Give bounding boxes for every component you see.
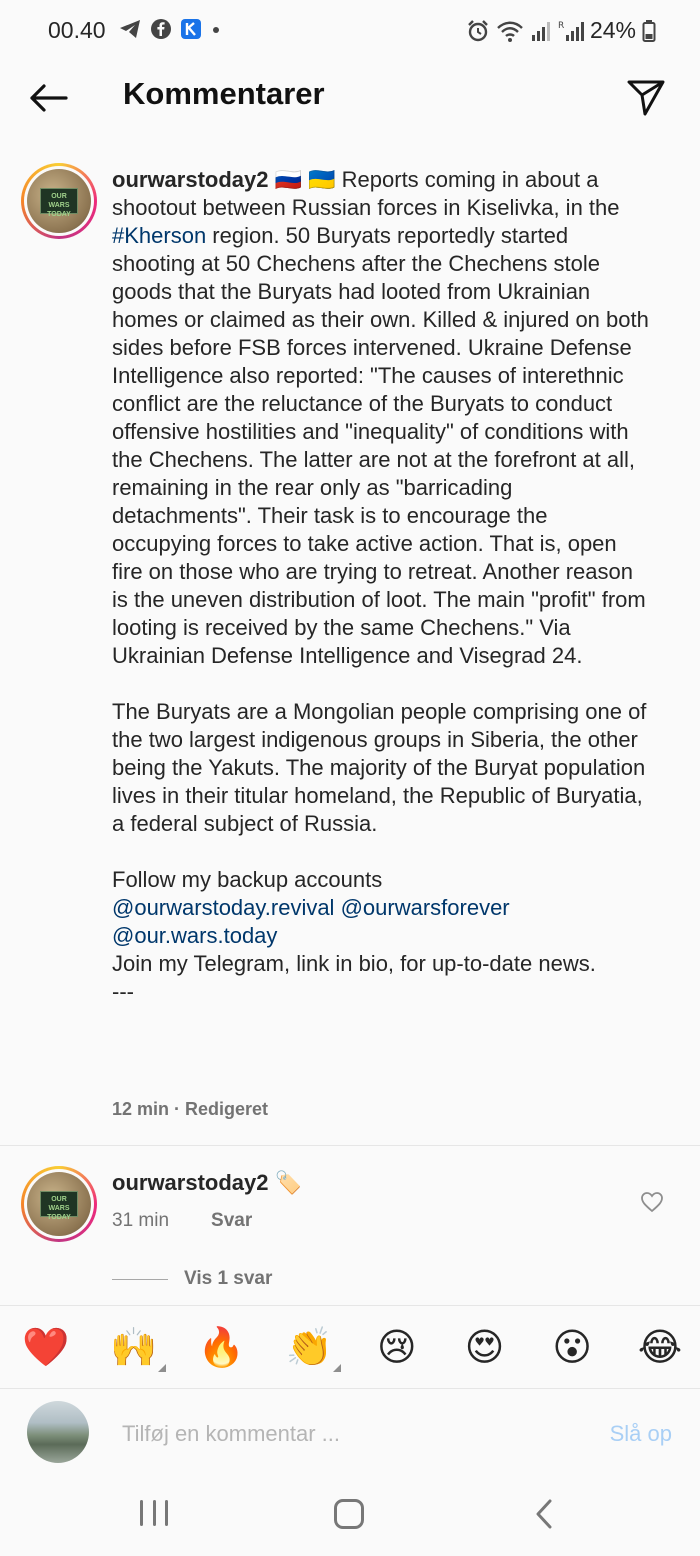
comment-avatar-logo: OUR WARS TODAY xyxy=(40,1191,78,1217)
emoji-crying[interactable]: 😢 xyxy=(377,1325,417,1369)
avatar-logo: OUR WARS TODAY xyxy=(40,188,78,214)
emoji-laughing[interactable]: 😂 xyxy=(637,1325,683,1369)
share-button[interactable] xyxy=(624,76,668,120)
wifi-icon xyxy=(496,19,524,43)
label-emoji-icon: 🏷️ xyxy=(274,1170,302,1196)
mention-link-2[interactable]: @ourwarsforever xyxy=(340,895,510,920)
emoji-fire[interactable]: 🔥 xyxy=(197,1324,246,1369)
post-caption xyxy=(112,166,652,1006)
caption-body-1: region. 50 Buryats reportedly started shooting at 50 Chechens after the Chechens stole goods that the Buryats had looted from Ukrainian homes or claimed as their own. Killed & injured on both sides before FSB forces intervened. Ukraine Defense Intelligence also reported: "The causes of interethnic conflict are the reluctance of the Buryats to conduct offensive hostilities and "inequality" of conditions with the Chechens. The latter are not at the forefront at all, remaining in the rear only as "barricading detachments". Their task is to encourage the occupying forces to take active action. That is, open fire on those who are trying to retreat. Another reason is the uneven distribution of loot. The main "profit" from looting is received by the same Chechens." Via Ukrainian Defense Intelligence and Visegrad 24. xyxy=(112,223,649,668)
emoji-clap-glyph: 👏 xyxy=(285,1324,333,1369)
header xyxy=(0,62,700,134)
status-bar xyxy=(0,0,700,62)
reply-button[interactable]: Svar xyxy=(211,1210,253,1231)
page-title: Kommentarer xyxy=(123,76,325,111)
emoji-surprised[interactable]: 😮 xyxy=(552,1325,593,1369)
status-right xyxy=(466,17,656,44)
skin-tone-corner-icon xyxy=(158,1364,166,1372)
emoji-raised-hands[interactable] xyxy=(106,1325,162,1370)
arrow-left-icon xyxy=(28,83,68,113)
home-button[interactable] xyxy=(334,1499,364,1529)
dot-icon xyxy=(210,18,222,40)
paper-plane-icon xyxy=(626,79,666,117)
recent-apps-button[interactable] xyxy=(140,1500,168,1528)
status-time: 00.40 xyxy=(48,17,106,43)
comment-input-row xyxy=(0,1389,700,1477)
mention-link-3[interactable]: @our.wars.today xyxy=(112,923,278,948)
nav-back-icon[interactable] xyxy=(532,1498,556,1530)
mention-link-1[interactable]: @ourwarstoday.revival xyxy=(112,895,335,920)
comment-time: 31 min xyxy=(112,1210,170,1231)
alarm-icon xyxy=(466,19,490,43)
status-left-icons xyxy=(118,18,222,40)
battery-icon xyxy=(642,19,656,43)
caption-separator: --- xyxy=(112,979,134,1004)
signal-icon xyxy=(530,19,552,43)
comment-meta xyxy=(112,1210,252,1232)
emoji-heart[interactable]: ❤️ xyxy=(22,1324,70,1369)
telegram-text: Join my Telegram, link in bio, for up-to-date news. xyxy=(112,951,596,976)
emoji-clap[interactable] xyxy=(281,1325,337,1370)
post-flags: 🇷🇺 🇺🇦 xyxy=(274,167,336,192)
skin-tone-corner-icon xyxy=(333,1364,341,1372)
comment-username[interactable]: ourwarstoday2 xyxy=(112,1170,269,1195)
view-replies-label: Vis 1 svar xyxy=(184,1268,273,1289)
current-user-avatar[interactable] xyxy=(27,1401,89,1463)
caption-body-2: The Buryats are a Mongolian people comprising one of the two largest indigenous groups in Siberia, the other being the Yakuts. The majority of the Buryat population lives in their titular homeland, the Republic of Buryatia, a federal subject of Russia. xyxy=(112,699,647,836)
shield-app-icon xyxy=(180,18,202,40)
post-avatar[interactable] xyxy=(21,163,97,239)
divider xyxy=(0,1145,700,1146)
back-button[interactable] xyxy=(26,78,70,118)
signal-roaming-icon xyxy=(558,19,584,43)
system-nav-bar xyxy=(0,1480,700,1556)
emoji-quick-bar xyxy=(0,1306,700,1388)
hashtag-link[interactable]: #Kherson xyxy=(112,223,207,248)
emoji-heart-eyes[interactable]: 😍 xyxy=(464,1325,505,1369)
comment-avatar[interactable] xyxy=(21,1166,97,1242)
comment-header xyxy=(112,1170,302,1196)
follow-text: Follow my backup accounts xyxy=(112,867,383,892)
replies-line xyxy=(112,1279,168,1280)
like-heart-icon[interactable] xyxy=(640,1190,664,1214)
battery-percent: 24% xyxy=(589,17,636,43)
view-replies-button[interactable] xyxy=(112,1268,272,1290)
emoji-raised-hands-glyph: 🙌 xyxy=(110,1324,158,1369)
facebook-icon xyxy=(150,18,172,40)
comment-input[interactable] xyxy=(122,1417,562,1451)
caption-intro: Reports coming in about a shootout between Russian forces in Kiselivka, in the xyxy=(112,167,620,220)
post-username[interactable]: ourwarstoday2 xyxy=(112,167,269,192)
post-comment-button[interactable]: Slå op xyxy=(609,1421,672,1446)
telegram-icon xyxy=(118,18,142,40)
svg-text:R: R xyxy=(557,20,565,31)
post-meta: 12 min · Redigeret xyxy=(112,1099,269,1119)
